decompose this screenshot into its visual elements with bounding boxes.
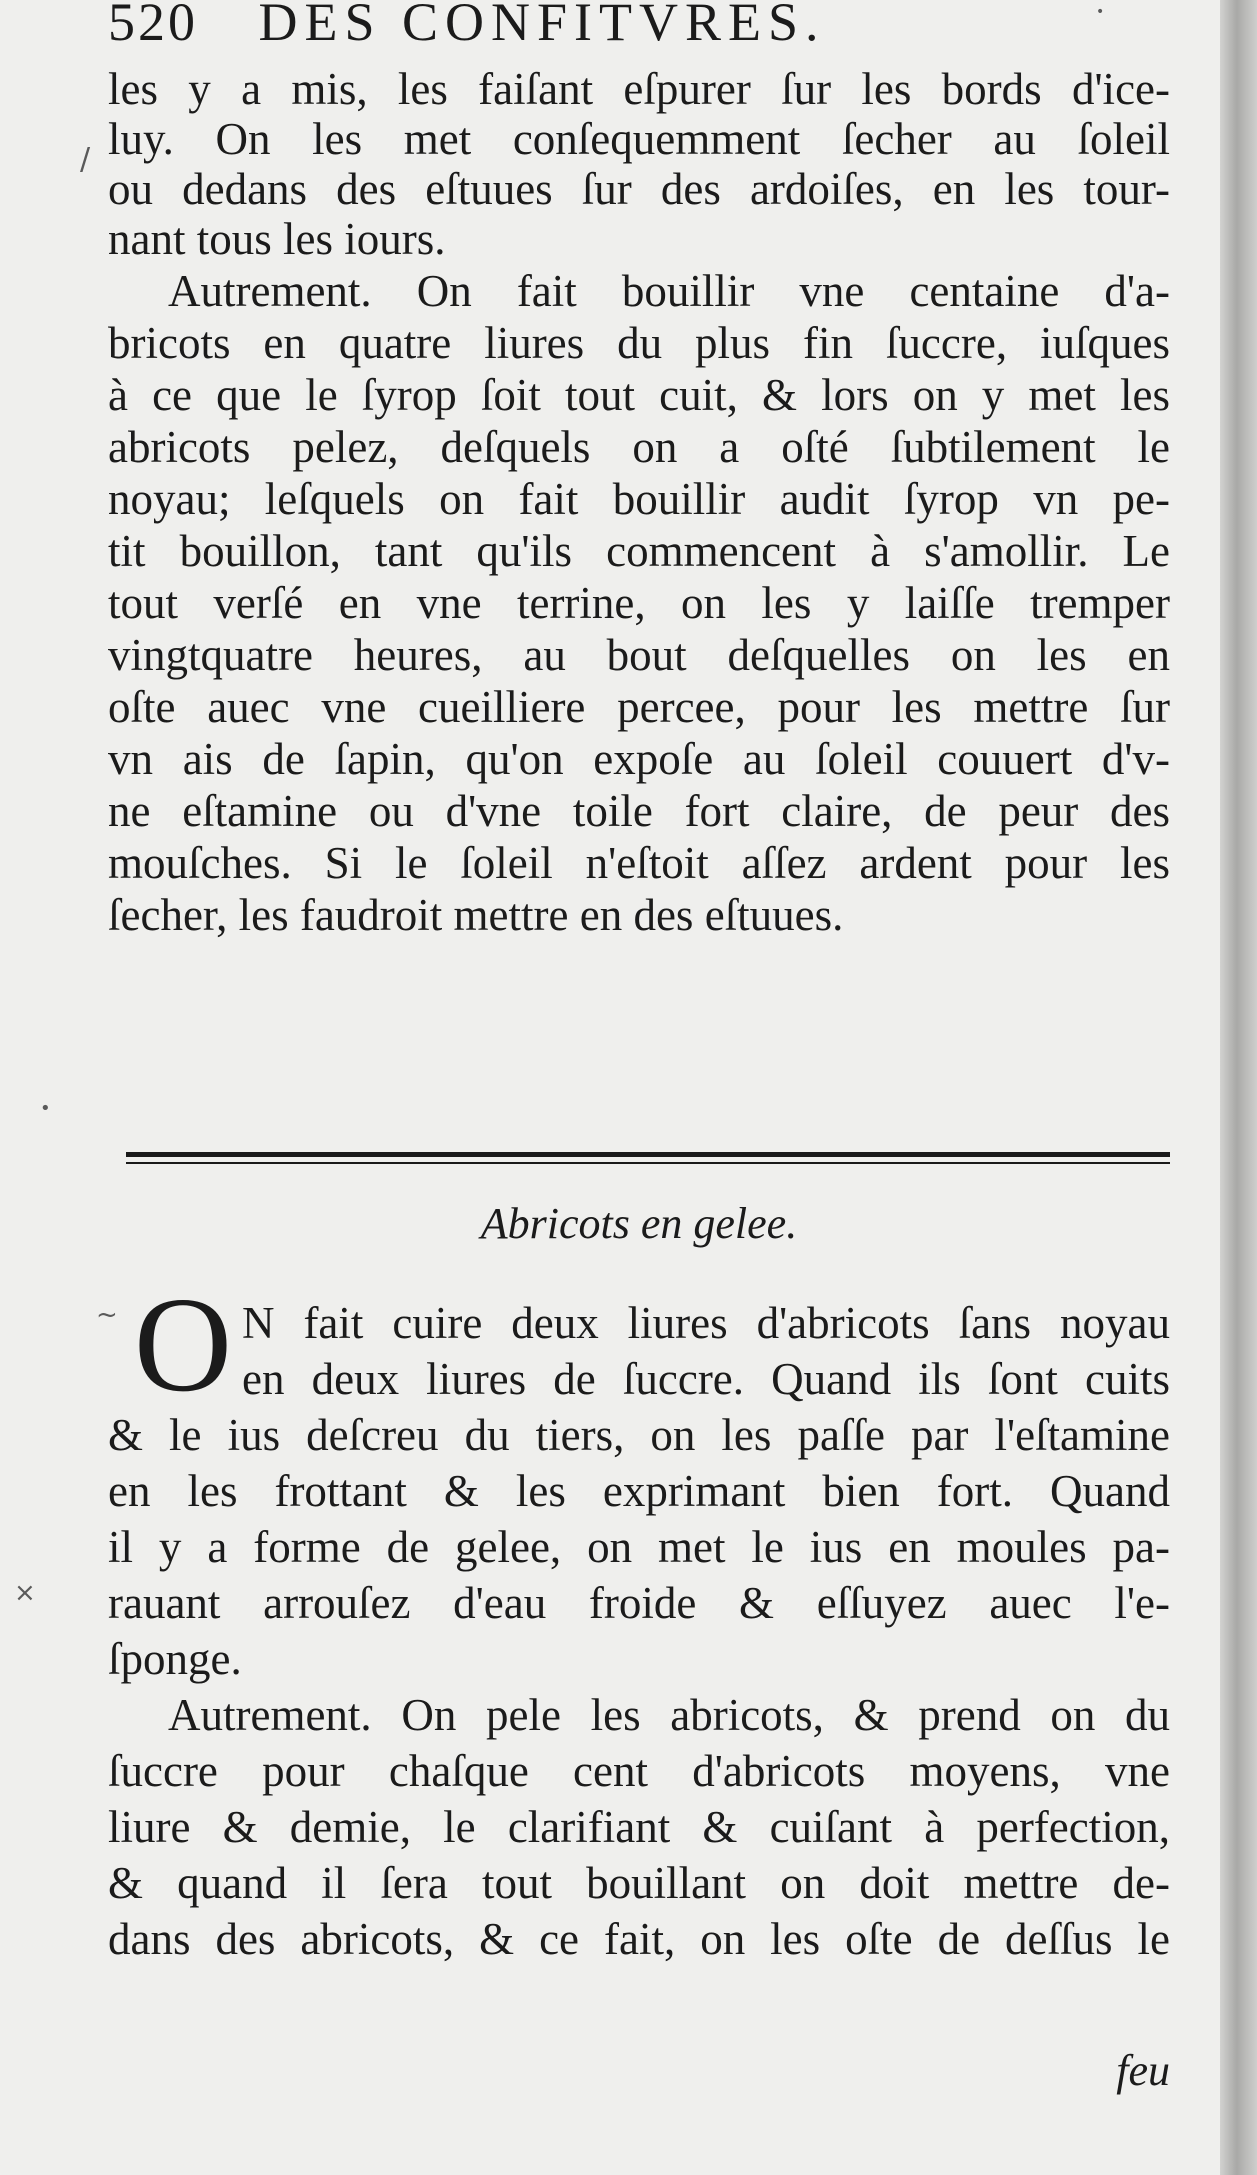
page-header	[108, 0, 1168, 58]
text-line: en les frottant & les exprimant bien fort. Quand	[108, 1466, 1170, 1516]
section-title: Abricots en gelee.	[480, 1199, 798, 1248]
text-line: bricots en quatre liures du plus fin ſuccre, iuſques	[108, 318, 1170, 368]
text-line: ne eſtamine ou d'vne toile fort claire, de peur des	[108, 786, 1170, 836]
text-line: abricots pelez, deſquels on a oſté ſubtilement le	[108, 422, 1170, 472]
text-line: ou dedans des eſtuues ſur des ardoiſes, en les tour-	[108, 164, 1170, 214]
text-line: & le ius deſcreu du tiers, on les paſſe par l'eſtamine	[108, 1410, 1170, 1460]
text-line: nant tous les iours.	[108, 214, 446, 264]
catchword: feu	[1116, 2046, 1170, 2095]
text-line: dans des abricots, & ce fait, on les oſte de deſſus le	[108, 1914, 1170, 1964]
page-gutter	[1220, 0, 1257, 2175]
text-line: les y a mis, les faiſant eſpurer ſur les bords d'ice-	[108, 64, 1170, 114]
text-line: N fait cuire deux liures d'abricots ſans noyau	[242, 1298, 1170, 1348]
text-line: en deux liures de ſuccre. Quand ils ſont cuits	[242, 1354, 1170, 1404]
page-number: 520	[108, 0, 198, 52]
text-line: à ce que le ſyrop ſoit tout cuit, & lors on y met les	[108, 370, 1170, 420]
section-rule-thin	[126, 1162, 1170, 1164]
text-line: mouſches. Si le ſoleil n'eſtoit aſſez ardent pour les	[108, 838, 1170, 888]
text-line: ſecher, les faudroit mettre en des eſtuues.	[108, 890, 844, 940]
margin-cross-mark: ×	[14, 1578, 36, 1608]
text-line: noyau; leſquels on fait bouillir audit ſyrop vn pe-	[108, 474, 1170, 524]
text-line: Autrement. On pele les abricots, & prend on du	[168, 1690, 1170, 1740]
text-line: & quand il ſera tout bouillant on doit mettre de-	[108, 1858, 1170, 1908]
section-rule	[126, 1152, 1170, 1157]
text-line: tit bouillon, tant qu'ils commencent à s'amollir. Le	[108, 526, 1170, 576]
text-line: rauant arrouſez d'eau froide & eſſuyez auec l'e-	[108, 1578, 1170, 1628]
text-line: Autrement. On fait bouillir vne centaine d'a-	[168, 266, 1170, 316]
ink-speck: •	[1096, 4, 1105, 20]
text-line: vingtquatre heures, au bout deſquelles on les en	[108, 630, 1170, 680]
drop-cap: O	[133, 1270, 233, 1420]
text-line: vn ais de ſapin, qu'on expoſe au ſoleil couuert d'v-	[108, 734, 1170, 784]
text-line: luy. On les met conſequemment ſecher au ſoleil	[108, 114, 1170, 164]
margin-mark: /	[80, 142, 91, 177]
text-line: liure & demie, le clarifiant & cuiſant à perfection,	[108, 1802, 1170, 1852]
text-line: tout verſé en vne terrine, on les y laiſſe tremper	[108, 578, 1170, 628]
text-line: oſte auec vne cueilliere percee, pour les mettre ſur	[108, 682, 1170, 732]
text-line: il y a forme de gelee, on met le ius en moules pa-	[108, 1522, 1170, 1572]
text-line: ſuccre pour chaſque cent d'abricots moyens, vne	[108, 1746, 1170, 1796]
running-title: DES CONFITVRES.	[258, 0, 826, 52]
margin-mark: ~	[96, 1300, 118, 1330]
ink-speck: •	[40, 1098, 51, 1119]
text-line: ſponge.	[108, 1634, 242, 1684]
